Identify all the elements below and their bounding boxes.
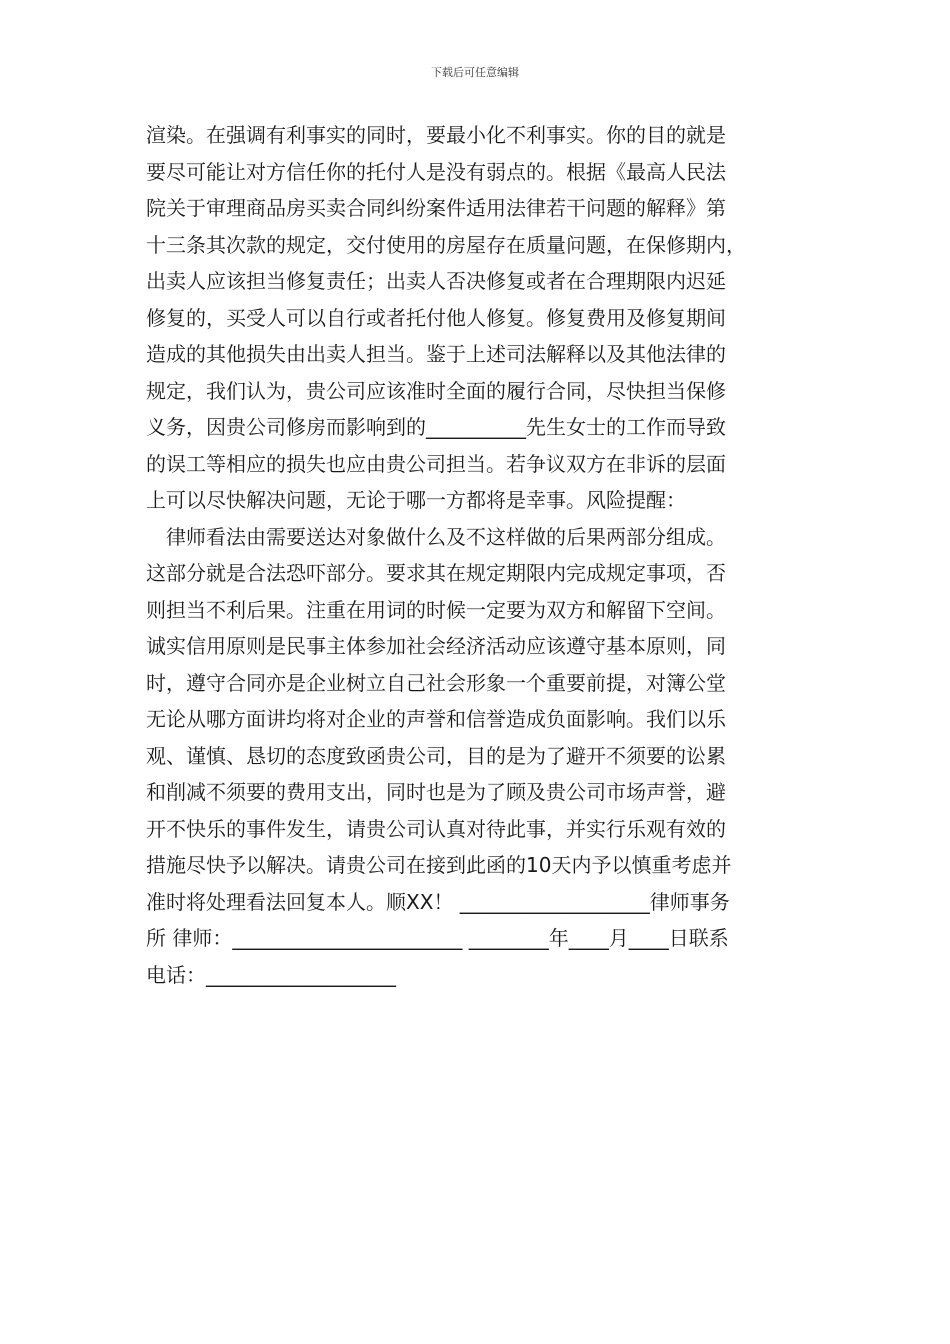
text-line: 开不快乐的事件发生，请贵公司认真对待此事，并实行乐观有效的 bbox=[146, 816, 726, 841]
text-line: 要尽可能让对方信任你的托付人是没有弱点的。根据《最高人民法 bbox=[146, 159, 726, 184]
page-header-note: 下载后可任意编辑 bbox=[431, 66, 519, 79]
contact-phone-line: 电话：___________________ bbox=[146, 962, 396, 987]
text-line: 渲染。在强调有利事实的同时，要最小化不利事实。你的目的就是 bbox=[146, 123, 726, 147]
text-line: 措施尽快予以解决。请贵公司在接到此函的10天内予以慎重考虑并 bbox=[146, 853, 732, 877]
text-line: 十三条其次款的规定，交付使用的房屋存在质量问题，在保修期内， bbox=[146, 232, 746, 257]
text-line: 观、谨慎、恳切的态度致函贵公司，目的是为了避开不须要的讼累 bbox=[146, 743, 726, 768]
text-line: 院关于审理商品房买卖合同纠纷案件适用法律若干问题的解释》第 bbox=[146, 196, 726, 220]
text-line: 修复的，买受人可以自行或者托付他人修复。修复费用及修复期间 bbox=[146, 305, 726, 330]
text-line: 上可以尽快解决问题，无论于哪一方都将是幸事。风险提醒： bbox=[146, 488, 686, 512]
text-line: 时，遵守合同亦是企业树立自己社会形象一个重要前提，对簿公堂 bbox=[146, 670, 726, 695]
signature-line: 准时将处理看法回复本人。顺XX！ ___________________律师事务 bbox=[146, 889, 730, 914]
text-line: 和削减不须要的费用支出，同时也是为了顾及贵公司市场声誉，避 bbox=[146, 780, 726, 804]
text-line: 则担当不利后果。注重在用词的时候一定要为双方和解留下空间。 bbox=[146, 597, 726, 622]
signature-date-line: 所 律师：_______________________ ________年____月____日联系 bbox=[146, 926, 729, 950]
text-line: 这部分就是合法恐吓部分。要求其在规定期限内完成规定事项，否 bbox=[146, 561, 726, 585]
paragraph-start-line: 律师看法由需要送达对象做什么及不这样做的后果两部分组成。 bbox=[166, 524, 726, 549]
text-line: 的误工等相应的损失也应由贵公司担当。若争议双方在非诉的层面 bbox=[146, 451, 726, 476]
text-line: 诚实信用原则是民事主体参加社会经济活动应该遵守基本原则，同 bbox=[146, 634, 726, 658]
text-line: 义务，因贵公司修房而影响到的__________先生女士的工作而导致 bbox=[146, 415, 726, 439]
text-line: 无论从哪方面讲均将对企业的声誉和信誉造成负面影响。我们以乐 bbox=[146, 707, 726, 731]
document-body bbox=[146, 117, 806, 993]
text-line: 造成的其他损失由出卖人担当。鉴于上述司法解释以及其他法律的 bbox=[146, 342, 726, 366]
text-line: 规定，我们认为，贵公司应该准时全面的履行合同，尽快担当保修 bbox=[146, 378, 726, 403]
text-line: 出卖人应该担当修复责任；出卖人否决修复或者在合理期限内迟延 bbox=[146, 269, 726, 293]
